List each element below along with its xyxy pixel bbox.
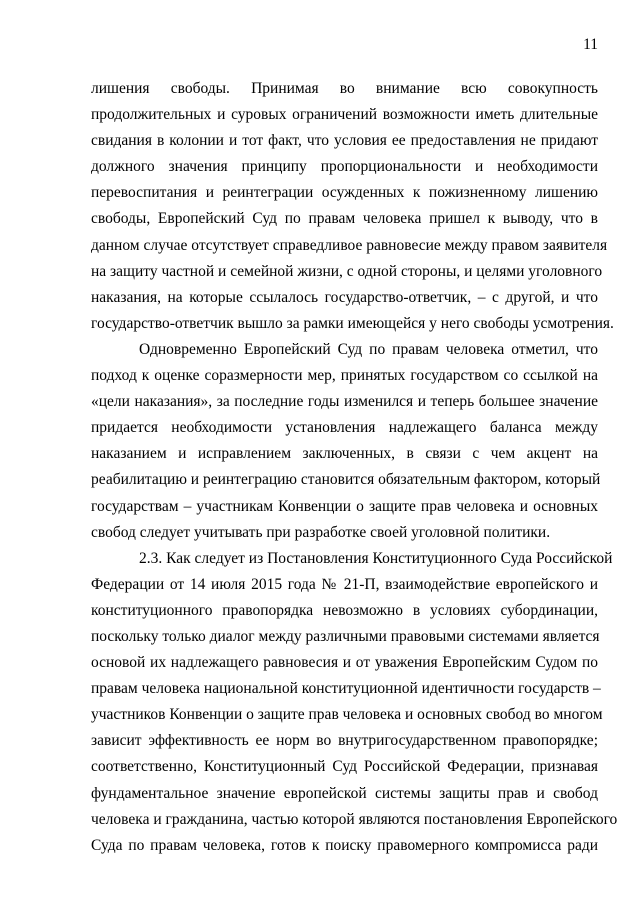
- paragraph-2: [91, 337, 601, 546]
- text-line: государство-ответчик вышло за рамки имеющейся у него свободы усмотрения.: [91, 314, 614, 332]
- text-line: свидания в колонии и тот факт, что условия ее предоставления не придают: [91, 132, 598, 150]
- text-line: реабилитацию и реинтеграцию становится обязательным фактором, который: [91, 471, 601, 489]
- text-line: перевоспитания и реинтеграции осужденных к пожизненному лишению: [91, 184, 598, 202]
- text-line: государствам – участникам Конвенции о защите прав человека и основных: [91, 497, 598, 515]
- text-line: лишения свободы. Принимая во внимание всю совокупность: [91, 80, 598, 97]
- text-line: правам человека национальной конституционной идентичности государств –: [91, 680, 601, 698]
- body-text: [91, 76, 618, 859]
- text-line: Федерации от 14 июля 2015 года № 21-П, взаимодействие европейского и: [91, 575, 598, 593]
- text-line: Суда по правам человека, готов к поиску правомерного компромисса ради: [91, 836, 598, 854]
- text-line: основой их надлежащего равновесия и от уважения Европейским Судом по: [91, 654, 598, 672]
- text-line: «цели наказания», за последние годы изменился и теперь большее значение: [91, 393, 598, 411]
- paragraph-3: [91, 546, 618, 859]
- text-line: 2.3. Как следует из Постановления Конституционного Суда Российской: [139, 549, 613, 567]
- text-line: зависит эффективность ее норм во внутригосударственном правопорядке;: [91, 732, 598, 750]
- text-line: участников Конвенции о защите прав человека и основных свобод во многом: [91, 706, 603, 724]
- text-line: поскольку только диалог между различными правовыми системами является: [91, 627, 600, 645]
- text-line: свобод следует учитывать при разработке своей уголовной политики.: [91, 523, 551, 541]
- text-line: придается необходимости установления надлежащего баланса между: [91, 419, 598, 437]
- text-line: фундаментальное значение европейской системы защиты прав и свобод: [91, 784, 598, 802]
- text-line: данном случае отсутствует справедливое равновесие между правом заявителя: [91, 236, 608, 254]
- text-line: на защиту частной и семейной жизни, с одной стороны, и целями уголовного: [91, 262, 603, 280]
- text-line: конституционного правопорядка невозможно в условиях субординации,: [91, 601, 598, 619]
- text-line: подход к оценке соразмерности мер, принятых государством со ссылкой на: [91, 367, 598, 385]
- text-line: человека и гражданина, частью которой являются постановления Европейского: [91, 810, 618, 828]
- text-line: наказания, на которые ссылалось государство-ответчик, – с другой, и что: [91, 288, 598, 306]
- text-line: Одновременно Европейский Суд по правам человека отметил, что: [139, 340, 598, 358]
- text-line: наказанием и исправлением заключенных, в связи с чем акцент на: [91, 445, 598, 463]
- page-number: 11: [583, 36, 598, 53]
- text-line: свободы, Европейский Суд по правам человека пришел к выводу, что в: [91, 210, 598, 228]
- text-line: должного значения принципу пропорциональности и необходимости: [91, 158, 598, 176]
- text-line: продолжительных и суровых ограничений возможности иметь длительные: [91, 106, 598, 124]
- paragraph-1: [91, 76, 614, 337]
- text-line: соответственно, Конституционный Суд Российской Федерации, признавая: [91, 758, 598, 776]
